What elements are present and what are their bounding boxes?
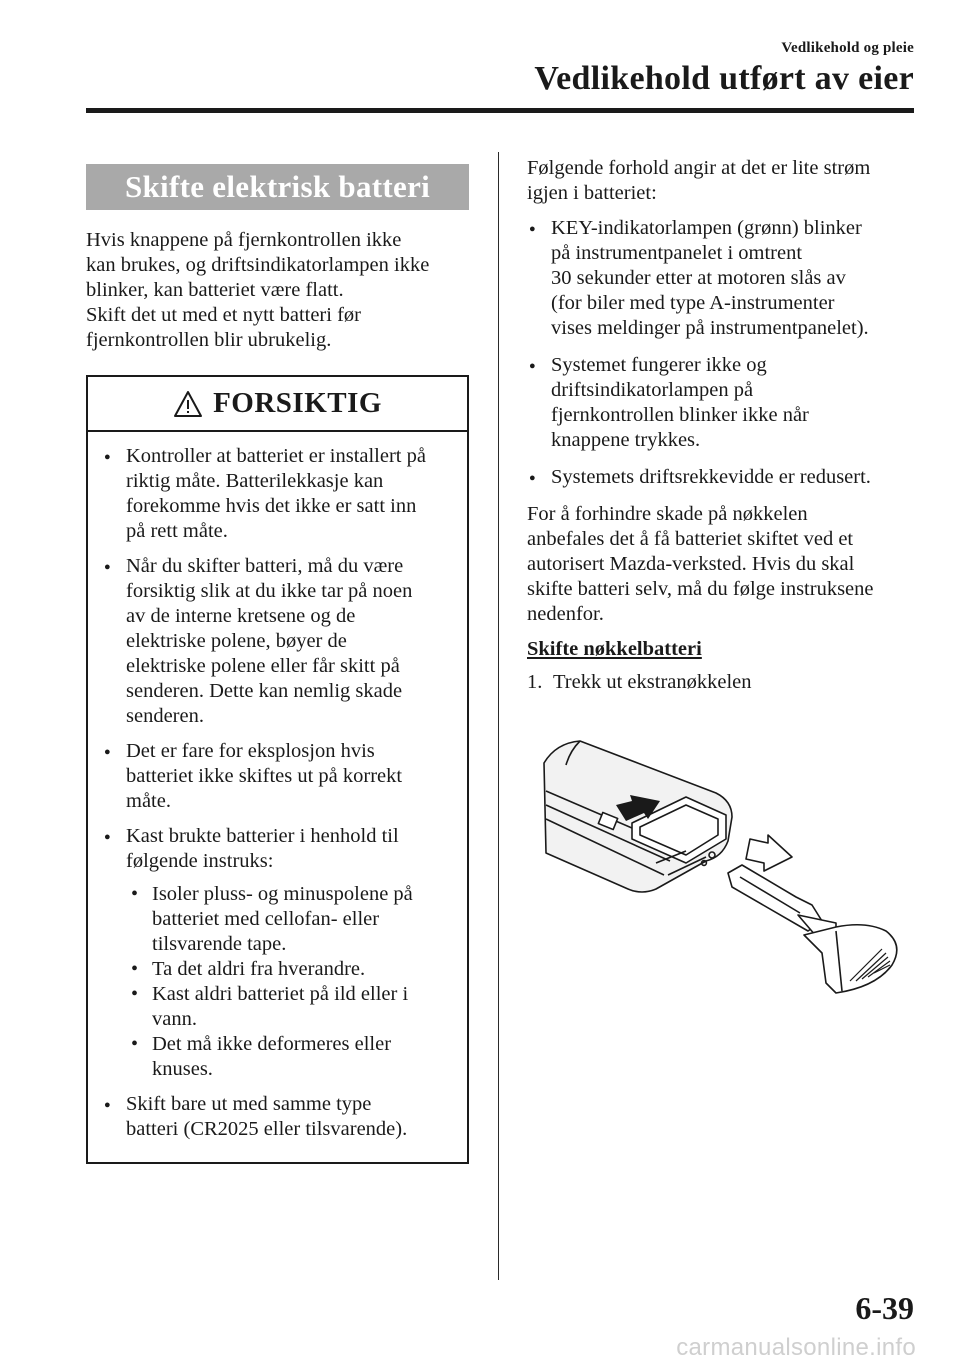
caution-list	[102, 444, 451, 1142]
text-line: følgende instruks:	[126, 850, 274, 872]
step-number: 1.	[527, 671, 543, 693]
chapter-label: Vedlikehold og pleie	[781, 40, 914, 56]
text-line: Kontroller at batteriet er installert på	[126, 445, 426, 467]
text-line: skifte batteri selv, må du følge instruksene	[527, 578, 874, 600]
caution-box	[86, 375, 469, 1164]
text-line: riktig måte. Batterilekkasje kan	[126, 470, 384, 492]
intro-paragraph	[86, 228, 469, 353]
text-line: elektriske polene eller får skitt på	[126, 655, 400, 677]
text-line: på rett måte.	[126, 520, 228, 542]
text-line: Skift bare ut med samme type	[126, 1093, 372, 1115]
text-line: Følgende forhold angir at det er lite strøm	[527, 157, 871, 179]
caution-title: FORSIKTIG	[213, 387, 382, 419]
caution-body	[88, 432, 467, 1162]
text-line: på instrumentpanelet i omtrent	[551, 242, 803, 264]
text-line: Hvis knappene på fjernkontrollen ikke	[86, 229, 402, 251]
text-line: 30 sekunder etter at motoren slås av	[551, 267, 846, 289]
text-line: nedenfor.	[527, 603, 604, 625]
subheading: Skifte nøkkelbatteri	[527, 638, 702, 660]
text-line: tilsvarende tape.	[152, 933, 287, 955]
sub-list-item	[126, 1032, 451, 1082]
right-column	[527, 156, 919, 695]
list-item	[527, 353, 919, 453]
warning-triangle-icon	[173, 390, 203, 418]
disposal-sublist	[126, 882, 451, 1082]
text-line: knappene trykkes.	[551, 429, 701, 451]
list-item	[102, 739, 451, 814]
section-title: Skifte elektrisk batteri	[124, 169, 431, 204]
text-line: (for biler med type A-instrumenter	[551, 292, 835, 314]
list-item	[102, 824, 451, 1082]
text-line: batteriet ikke skiftes ut på korrekt	[126, 765, 403, 787]
list-item	[102, 554, 451, 729]
text-line: Det er fare for eksplosjon hvis	[126, 740, 375, 762]
text-line: KEY-indikatorlampen (grønn) blinker	[551, 217, 862, 239]
text-line: Når du skifter batteri, må du være	[126, 555, 404, 577]
text-line: senderen.	[126, 705, 204, 727]
list-item	[102, 1092, 451, 1142]
text-line: elektriske polene, bøyer de	[126, 630, 347, 652]
header-rule	[86, 108, 914, 113]
text-line: driftsindikatorlampen på	[551, 379, 754, 401]
text-line: Systemet fungerer ikke og	[551, 354, 767, 376]
text-line: Isoler pluss- og minuspolene på	[152, 883, 413, 905]
page-number: 6-39	[855, 1290, 914, 1326]
list-item	[527, 216, 919, 341]
sub-list-item	[126, 957, 451, 982]
key-fob-body	[544, 741, 732, 892]
pull-arrow-icon	[746, 835, 792, 871]
section-title-bar	[86, 164, 469, 210]
caution-header	[88, 377, 467, 432]
text-line: måte.	[126, 790, 171, 812]
text-line: Det må ikke deformeres eller	[152, 1033, 392, 1055]
sub-list-item	[126, 982, 451, 1032]
text-line: batteri (CR2025 eller tilsvarende).	[126, 1118, 408, 1140]
watermark: carmanualsonline.info	[676, 1334, 916, 1361]
text-line: senderen. Dette kan nemlig skade	[126, 680, 403, 702]
text-line: Kast brukte batterier i henhold til	[126, 825, 399, 847]
text-line: av de interne kretsene og de	[126, 605, 356, 627]
text-line: vann.	[152, 1008, 197, 1030]
text-line: knuses.	[152, 1058, 213, 1080]
low-battery-signs-list	[527, 216, 919, 490]
recommendation-paragraph	[527, 502, 919, 627]
list-item	[102, 444, 451, 544]
list-item	[527, 465, 919, 490]
sub-list-item	[126, 882, 451, 957]
text-line: Kast aldri batteriet på ild eller i	[152, 983, 409, 1005]
text-line: blinker, kan batteriet være flatt.	[86, 279, 344, 301]
text-line: igjen i batteriet:	[527, 182, 657, 204]
left-column	[86, 164, 469, 1164]
text-line: fjernkontrollen blinker ikke når	[551, 404, 809, 426]
text-line: Systemets driftsrekkevidde er redusert.	[551, 466, 871, 488]
lead-paragraph	[527, 156, 919, 206]
step-text: Trekk ut ekstranøkkelen	[553, 671, 752, 693]
text-line: forsiktig slik at du ikke tar på noen	[126, 580, 413, 602]
text-line: forekomme hvis det ikke er satt inn	[126, 495, 417, 517]
text-line: fjernkontrollen blir ubrukelig.	[86, 329, 332, 351]
step-1	[527, 670, 919, 695]
text-line: Ta det aldri fra hverandre.	[152, 958, 366, 980]
key-fob-illustration	[536, 735, 916, 1005]
text-line: autorisert Mazda-verksted. Hvis du skal	[527, 553, 855, 575]
page-title: Vedlikehold utført av eier	[534, 60, 914, 97]
text-line: Skift det ut med et nytt batteri før	[86, 304, 361, 326]
text-line: kan brukes, og driftsindikatorlampen ikke	[86, 254, 430, 276]
text-line: batteriet med cellofan- eller	[152, 908, 380, 930]
column-divider	[498, 152, 499, 1280]
text-line: For å forhindre skade på nøkkelen	[527, 503, 808, 525]
text-line: vises meldinger på instrumentpanelet).	[551, 317, 869, 339]
text-line: anbefales det å få batteriet skiftet ved et	[527, 528, 854, 550]
